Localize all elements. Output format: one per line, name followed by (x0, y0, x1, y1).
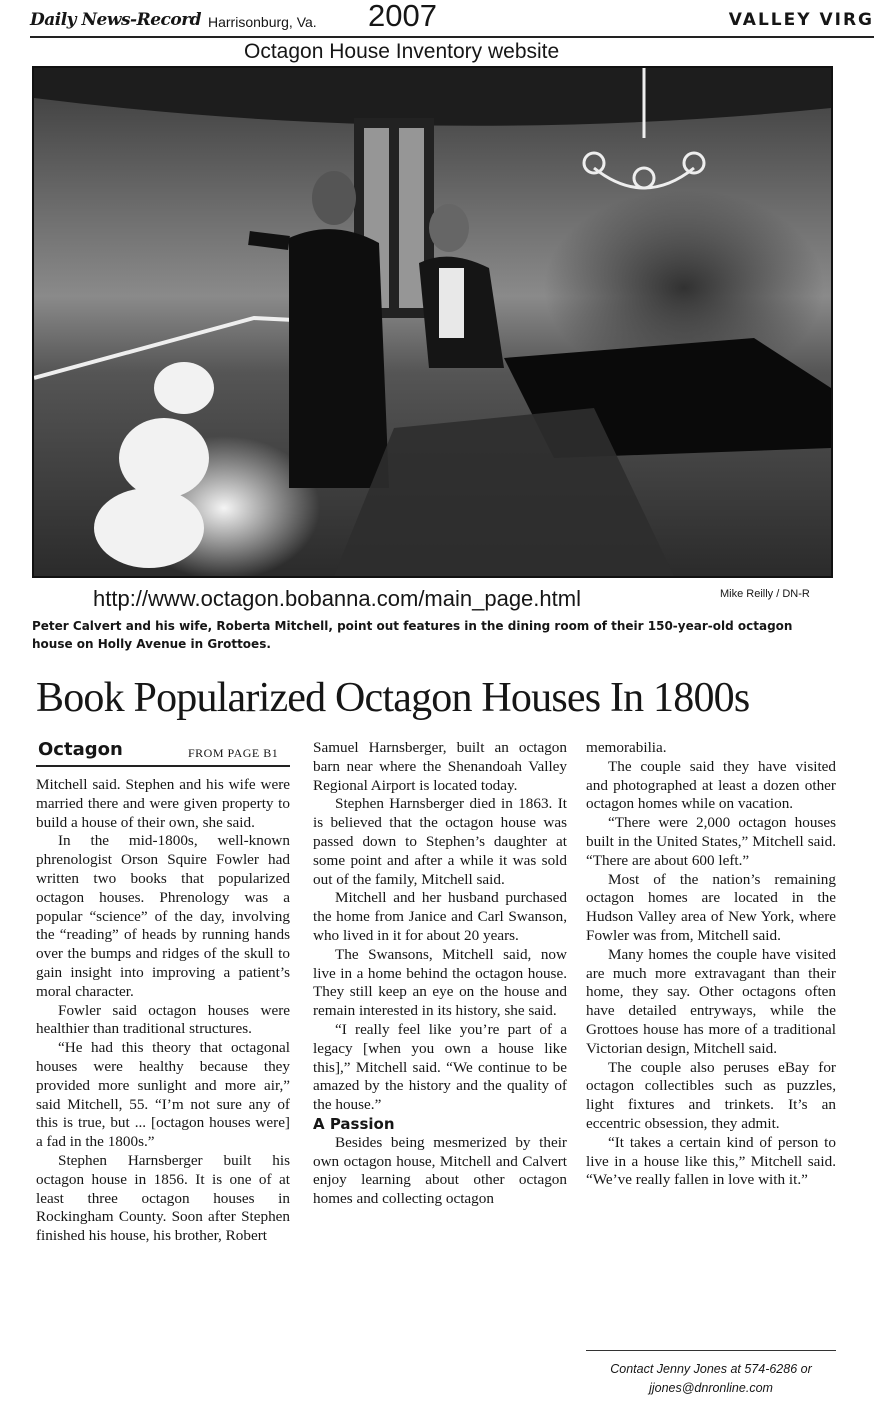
article-headline: Book Popularized Octagon Houses In 1800s (36, 675, 750, 721)
paragraph: Samuel Harnsberger, built an octagon barn near where the Shenandoah Valley Regional Airport is located today. (313, 739, 567, 794)
paragraph: “He had this theory that octagonal houses were healthy because they provided more sunlight and more air,” said Mitchell, 55. “I’m not sure any of this is true, but ... [octagon houses were] a fad in the 1800s.” (36, 1039, 290, 1151)
window-pane-right (399, 128, 424, 308)
photo-credit: Mike Reilly / DN-R (720, 588, 810, 600)
dateline-city: Harrisonburg, Va. (208, 14, 317, 30)
contact-line: Contact Jenny Jones at 574-6286 or (610, 1362, 812, 1376)
header-rule (30, 36, 874, 38)
woman-figure (419, 204, 504, 368)
contact-info (586, 1360, 836, 1398)
website-label: Octagon House Inventory website (244, 40, 560, 63)
article-column-3 (586, 739, 836, 1190)
paragraph: Many homes the couple have visited are much more extravagant than their home, they say. Other octagons often have detailed entryways, while the Grottoes house has more of a traditional Victorian design, Mitchell said. (586, 945, 836, 1057)
contact-email: jjones@dnronline.com (649, 1381, 773, 1395)
paragraph: Mitchell said. Stephen and his wife were married there and were given property to build a house of their own, she said. (36, 776, 290, 831)
paragraph: “There were 2,000 octagon houses built in the United States,” Mitchell said. “There are about 600 left.” (586, 814, 836, 869)
paragraph: “It takes a certain kind of person to live in a house like this,” Mitchell said. “We’ve really fallen in love with it.” (586, 1133, 836, 1189)
subhead-a-passion: A Passion (313, 1114, 395, 1133)
paragraph: The couple also peruses eBay for octagon collectibles such as puzzles, light fixtures and trinkets. It’s an eccentric obsession, they admit. (586, 1058, 836, 1132)
paragraph: Besides being mesmerized by their own octagon house, Mitchell and Calvert enjoy learning about other octagon homes and collecting octagon (313, 1133, 567, 1208)
jump-from-label: FROM PAGE B1 (188, 746, 279, 760)
paragraph: The couple said they have visited and photographed at least a dozen other octagon homes while on vacation. (586, 757, 836, 813)
year-annotation: 2007 (368, 0, 437, 33)
paragraph: Stephen Harnsberger built his octagon house in 1856. It is one of at least three octagon houses in Rockingham County. Soon after Stephen finished his house, his brother, Robert (36, 1151, 290, 1245)
masthead: Daily News-Record (30, 10, 202, 30)
contact-rule (586, 1350, 836, 1351)
ceiling-shape (34, 68, 831, 126)
vases-shape (94, 362, 214, 568)
paragraph: Fowler said octagon houses were healthier than traditional structures. (36, 1001, 290, 1038)
photo-caption: Peter Calvert and his wife, Roberta Mitchell, point out features in the dining room of their 150-year-old octagon house on Holly Avenue in Grottoes. (32, 619, 793, 651)
photo-illustration (34, 68, 831, 576)
paragraph: The Swansons, Mitchell said, now live in a home behind the octagon house. They still keep an eye on the house and remain interested in its history, she said. (313, 945, 567, 1020)
jump-rule (36, 765, 290, 767)
dining-room-photo (32, 66, 833, 578)
article-column-1 (36, 776, 290, 1246)
section-name: VALLEY VIRG (728, 10, 874, 30)
jump-word: Octagon (38, 739, 123, 760)
article-column-2 (313, 739, 567, 1209)
paragraph: Mitchell and her husband purchased the home from Janice and Carl Swanson, who lived in it for about 20 years. (313, 889, 567, 944)
paragraph: “I really feel like you’re part of a legacy [when you own a house like this],” Mitchell said. “We continue to be amazed by the history and the quality of the house.” (313, 1020, 567, 1114)
website-url: http://www.octagon.bobanna.com/main_page.html (93, 586, 581, 611)
paragraph: memorabilia. (586, 739, 667, 756)
paragraph: Most of the nation’s remaining octagon homes are located in the Hudson Valley area of New York, where Fowler was from, Mitchell said. (586, 870, 836, 944)
paragraph: In the mid-1800s, well-known phrenologist Orson Squire Fowler had written two books that popularized octagon houses. Phrenology was a popular “science” of the day, involving the “reading” of heads by running hands over the bumps and ridges of the skull to gain insight into improving a patient’s moral character. (36, 832, 290, 1000)
paragraph: Stephen Harnsberger died in 1863. It is believed that the octagon house was passed down to Stephen’s daughter at some point and after a while it was sold out of the family, Mitchell said. (313, 795, 567, 888)
